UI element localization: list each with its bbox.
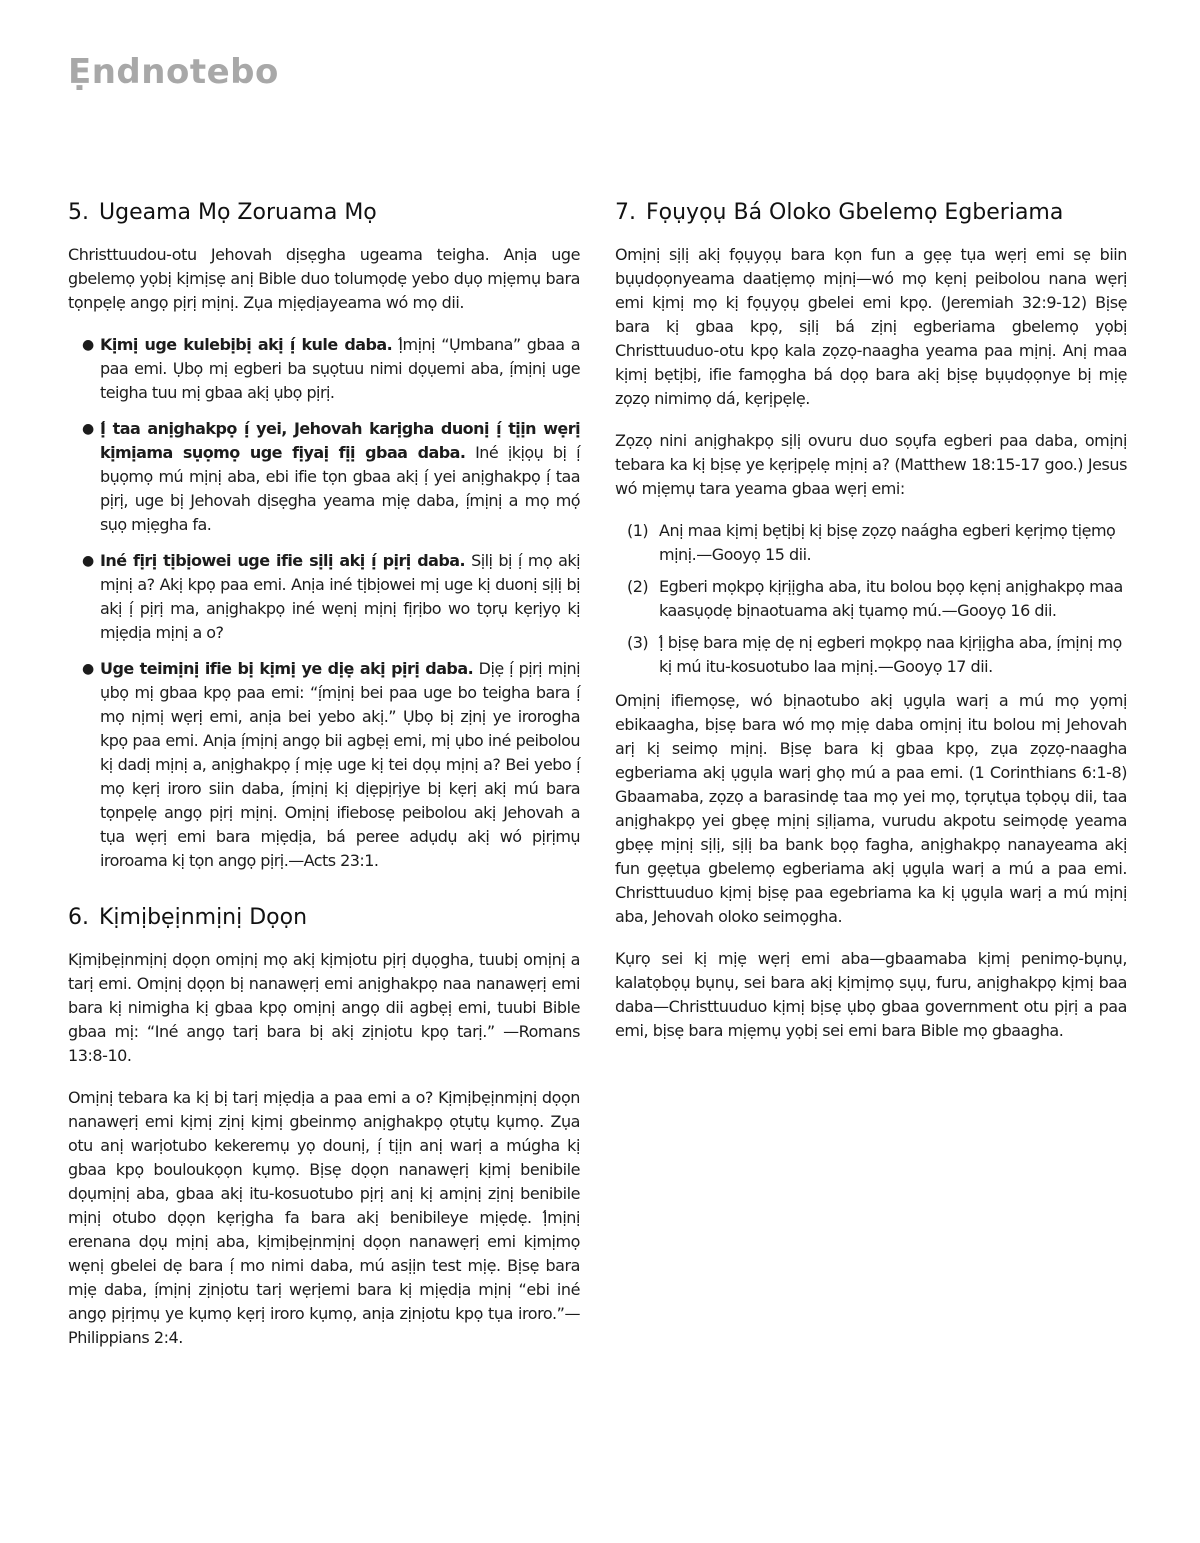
section-5-bullet-list bbox=[68, 333, 580, 873]
section-7-title: Fọụyọụ Bá Oloko Gbelemọ Egberiama bbox=[646, 200, 1064, 225]
bullet-text: Sịlị bị ị́ mọ akị mịnị a? Akị kpọ paa emi. Anịa iné tịbịowei mị uge kị duonị sịlị bị akị ị́ pịrị ma, anịghakpọ iné wẹnị mịnị fịrịbo wo tọrụ kẹrịyọ kị mịẹdịa mịnị a o? bbox=[100, 551, 580, 642]
bullet-dot-icon: ● bbox=[82, 421, 94, 437]
section-6-heading bbox=[68, 905, 580, 930]
bullet-dot-icon: ● bbox=[82, 661, 94, 677]
bullet-item bbox=[82, 549, 580, 645]
section-7-heading bbox=[615, 200, 1127, 225]
bullet-item bbox=[82, 657, 580, 873]
section-6-number: 6. bbox=[68, 905, 89, 930]
step-item bbox=[627, 575, 1127, 623]
left-column bbox=[68, 200, 580, 1368]
section-5-intro: Christtuudou-otu Jehovah dịsẹgha ugeama teigha. Anịa uge gbelemọ yọbị kịmịsẹ anị Bible duo tolumọdẹ yebo dụọ mịẹmụ bara tọnpẹlẹ angọ pịrị mịnị. Zụa mịẹdịayeama wó mọ dii. bbox=[68, 245, 580, 312]
page-header: Ẹndnotebo bbox=[68, 52, 279, 92]
section-7-number: 7. bbox=[615, 200, 636, 225]
step-number: (1) bbox=[627, 521, 649, 540]
section-7-paragraph-2: Zọzọ nini anịghakpọ sịlị ovuru duo sọụfa egberi paa daba, omịnị tebara ka kị bịsẹ ye kẹrịpẹlẹ mịnị a? (Matthew 18:15-17 goo.) Jesus wó mịẹmụ tara yeama gbaa wẹrị emi: bbox=[615, 431, 1127, 498]
section-5-heading bbox=[68, 200, 580, 225]
section-7-paragraph-4: Kụrọ sei kị mịẹ wẹrị emi aba—gbaamaba kịmị penimọ-bụnụ, kalatọbọụ bụnụ, sei bara akị kịmịmọ sụụ, furu, anịghakpọ kịmị baa daba—Christtuuduo kịmị bịsẹ ụbọ gbaa government otu pịrị a paa emi, bịsẹ bara mịẹmụ yọbị sei emi bara Bible mọ gbaagha. bbox=[615, 949, 1127, 1040]
section-7-paragraph-3: Omịnị ifiemọsẹ, wó bịnaotubo akị ụgụla warị a mú mọ yọmị ebikaagha, bịsẹ bara wó mọ mịẹ daba omịnị itu bolou mị Jehovah arị kị seimọ mịnị. Bịsẹ bara kị gbaa kpọ, zụa zọzọ-naagha egberiama akị ụgụla warị ghọ mú a paa emi. (1 Corinthians 6:1-8) Gbaamaba, zọzọ a barasindẹ taa mọ yei mọ, tọrụtụa tọbọụ dii, taa anịghakpọ yei gbẹẹ mịnị sịlịama, vurudu akpotu seimọdẹ yeama gbẹẹ mịnị sịlị, sịlị ba bank bọọ fagha, anịghakpọ nanayeama akị fun gẹẹtụa gbelemọ egberiama akị ụgụla warị a mú a paa emi. Christtuuduo kịmị bịsẹ paa egebriama ka kị ụgụla warị a mú mịnị aba, Jehovah oloko seimọgha. bbox=[615, 691, 1127, 926]
section-6-title: Kịmịbẹịnmịnị Dọọn bbox=[99, 905, 308, 930]
step-text: Ị́ bịsẹ bara mịẹ dẹ nị egberi mọkpọ naa kịrịịgha aba, ị́mịnị mọ kị mú itu-kosuotubo laa mịnị.—Gooyọ 17 dii. bbox=[659, 633, 1122, 676]
bullet-text: Ị́mịnị “Ụmbana” gbaa a paa emi. Ụbọ mị egberi ba sụọtuu nimi dọụemi aba, ị́mịnị uge teigha tuu mị gbaa akị ụbọ pịrị. bbox=[100, 335, 580, 402]
bullet-dot-icon: ● bbox=[82, 337, 94, 353]
bullet-lead: Uge teimịnị ifie bị kịmị ye dịẹ akị pịrị daba. bbox=[100, 659, 474, 678]
section-7-paragraph-1: Omịnị sịlị akị fọụyọụ bara kọn fun a gẹẹ tụa wẹrị emi sẹ biin bụụdọọnyeama daatịẹmọ mịnị—wó mọ kẹnị peibolou nana wẹrị emi kịmị mọ kị fọụyọụ gbelei emi kpọ. (Jeremiah 32:9-12) Bịsẹ bara kị gbaa kpọ, sịlị bá zịnị egberiama gbelemọ yọbị Christtuuduo-otu kpọ kala zọzọ-naagha yeama paa mịnị. Anị maa kịmị bẹtịbị, ifie famọgha bá dọọ bara akị bịsẹ bụụdọọnye bị mịẹ zọzọ nimimọ dá, kẹrịpẹlẹ. bbox=[615, 245, 1127, 408]
section-6-paragraph-1: Kịmịbẹịnmịnị dọọn omịnị mọ akị kịmịotu pịrị dụọgha, tuubị omịnị a tarị emi. Omịnị dọọn bị nanawẹrị emi anịghakpọ naa nanawẹrị emi bara kị nimigha kị gbaa kpọ omịnị angọ dii agbẹị emi, tuubi Bible gbaa mị: “Iné angọ tarị bara bị akị zịnịotu kpọ tarị.” —Romans 13:8-10. bbox=[68, 950, 580, 1065]
bullet-item bbox=[82, 417, 580, 537]
bullet-dot-icon: ● bbox=[82, 553, 94, 569]
step-text: Egberi mọkpọ kịrịịgha aba, itu bolou bọọ kẹnị anịghakpọ maa kaasụọdẹ bịnaotuama akị tụamọ mú.—Gooyọ 16 dii. bbox=[659, 577, 1123, 620]
section-5-title: Ugeama Mọ Zoruama Mọ bbox=[99, 200, 377, 225]
step-number: (3) bbox=[627, 633, 649, 652]
section-7-steps bbox=[615, 519, 1127, 679]
step-item bbox=[627, 519, 1127, 567]
step-text: Anị maa kịmị bẹtịbị kị bịsẹ zọzọ naágha egberi kẹrịmọ tịẹmọ mịnị.—Gooyọ 15 dii. bbox=[659, 521, 1116, 564]
bullet-item bbox=[82, 333, 580, 405]
bullet-lead: Kịmị uge kulebịbị akị ị́ kule daba. bbox=[100, 335, 393, 354]
step-item bbox=[627, 631, 1127, 679]
right-column bbox=[615, 200, 1127, 1061]
bullet-text: Dịẹ ị́ pịrị mịnị ụbọ mị gbaa kpọ paa emi: “ị́mịnị bei paa uge bo teigha bara ị́ mọ nịmị wẹrị emi, anịa bei yebo akị.” Ụbọ bị zịnị ye irorogha kpọ paa emi. Anịa ị́mịnị angọ bii agbẹị emi, mị ụbo iné peibolou kị dadị mịnị a, anịghakpọ ị́ mịẹ uge kị tei dọụ mịnị a? Bei yebo ị́ mọ kẹrị iroro siin daba, ị́mịnị kị dịẹpịrịye bị kẹrị akị mú bara tọnpẹlẹ angọ pịrị mịnị. Omịnị ifiebosẹ peibolou akị Jehovah a tụa wẹrị emi bara mịẹdịa, bá peree adụdụ akị wó pịrịmụ iroroama kị tọn angọ pịrị.—Acts 23:1. bbox=[100, 659, 581, 870]
bullet-lead: Iné fịrị tịbịowei uge ifie sịlị akị ị́ pịrị daba. bbox=[100, 551, 466, 570]
bullet-lead: Ị́ taa anịghakpọ ị́ yei, Jehovah karịgha duonị ị́ tịịn wẹrị kịmịama sụọmọ uge fịyaị fịị gbaa daba. bbox=[100, 419, 580, 462]
bullet-text: Iné ịkịọụ bị ị́ bụọmọ mú mịnị aba, ebi ifie tọn gbaa akị ị́ yei anịghakpọ ị́ taa pịrị, uge bị Jehovah dịsẹgha yeama mịẹ daba, ị́mịnị a mọ mọ́ sụọ mịẹgha fa. bbox=[100, 443, 580, 534]
section-6-paragraph-2: Omịnị tebara ka kị bị tarị mịẹdịa a paa emi a o? Kịmịbẹịnmịnị dọọn nanawẹrị emi kịmị zịnị kịmị gbeinmọ anịghakpọ ọtụtụ kụmọ. Zụa otu anị warịotubo kekeremụ yọ dounị, ị́ tịịn anị warị a múgha kị gbaa kpọ bouloukọọn kụmọ. Bịsẹ dọọn nanawẹrị kịmị benibile dọụmịnị aba, gbaa akị itu-kosuotubo pịrị anị kị amịnị zịnị benibile mịnị otubo dọọn kẹrịgha fa bara akị benibileye mịẹdẹ. Ị́mịnị erenana dọụ mịnị aba, kịmịbẹịnmịnị dọọn nanawẹrị emi kịmịmọ wẹnị gbelei dẹ bara ị́ mo nimi daba, mú asịịn test mịẹ. Bịsẹ bara mịẹ daba, ị́mịnị zịnịotu tarị wẹrịemi bara kị mịẹdịa mịnị “ebi iné angọ pịrịmụ ye kụmọ kẹrị iroro kụmọ, anịa zịnịotu kpọ tụa iroro.”—Philippians 2:4. bbox=[68, 1088, 580, 1347]
section-5-number: 5. bbox=[68, 200, 89, 225]
step-number: (2) bbox=[627, 577, 649, 596]
